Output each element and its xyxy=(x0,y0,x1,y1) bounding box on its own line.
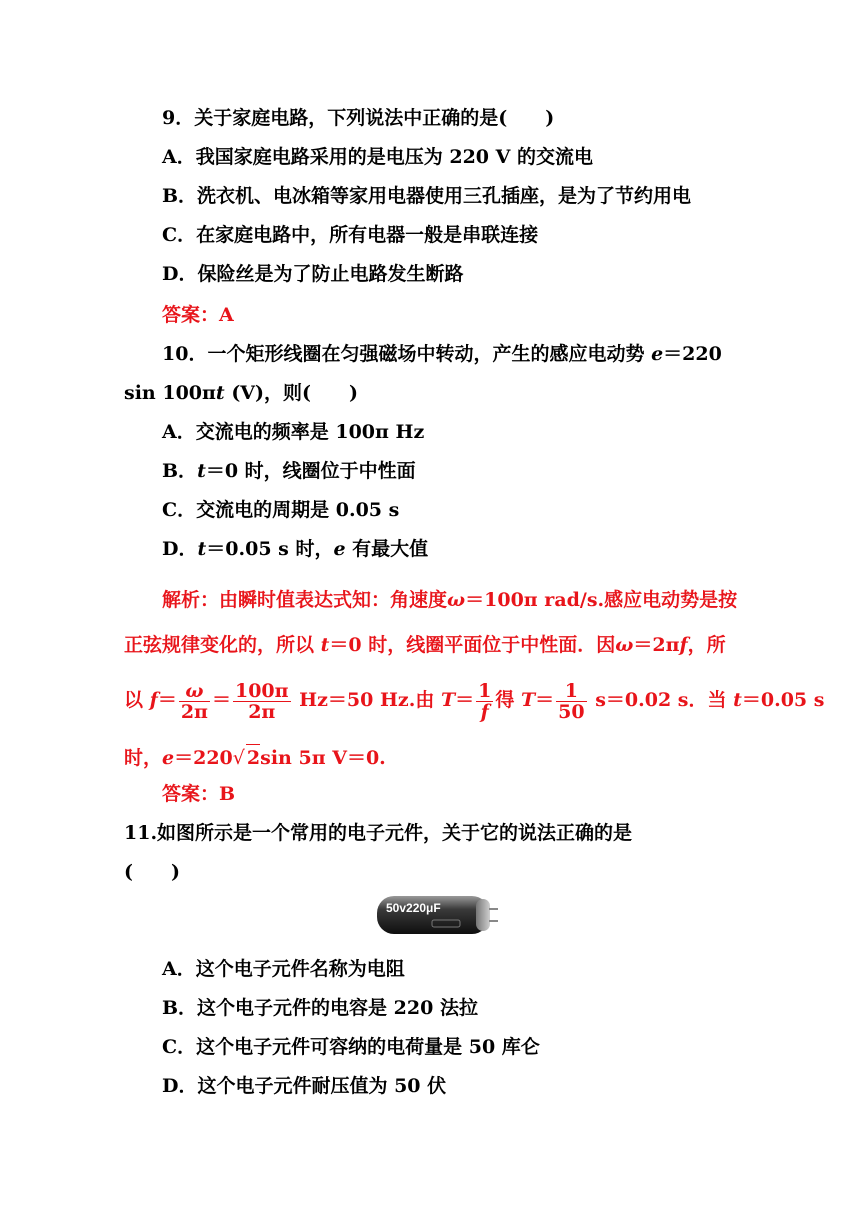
fraction-1-over-f: $\frac{1}{f}$ xyxy=(478,679,492,723)
q10-analysis-line1: 解析：由瞬时值表达式知：角速度ω＝100π rad/s.感应电动势是按 xyxy=(162,589,738,611)
q10-answer: 答案：B xyxy=(162,783,236,805)
q9-option-d: D．保险丝是为了防止电路发生断路 xyxy=(162,263,464,285)
capacitor-label: 50v220μF xyxy=(386,901,441,915)
q10-option-c: C．交流电的周期是 0.05 s xyxy=(162,499,400,521)
fraction-100pi-over-2pi: $\frac{100\pi}{2\pi}$ xyxy=(234,679,289,723)
q10-stem-line2: sin 100πt (V)，则( ) xyxy=(124,382,359,404)
q9-answer: 答案：A xyxy=(162,304,234,326)
fraction-1-over-50: $\frac{1}{50}$ xyxy=(558,679,585,723)
q11-stem-line2: ( ) xyxy=(124,861,180,883)
q10-analysis-line2: 正弦规律变化的，所以 t＝0 时，线圈平面位于中性面．因ω＝2πf，所 xyxy=(124,634,726,656)
sqrt-2: 2 xyxy=(246,744,260,771)
q11-option-d: D．这个电子元件耐压值为 50 伏 xyxy=(162,1075,447,1097)
capacitor-image xyxy=(372,890,502,940)
q10-analysis-line4: 时，e＝220√ 2sin 5π V＝0. xyxy=(124,744,386,771)
q10-option-d: D．t＝0.05 s 时，e 有最大值 xyxy=(162,538,429,560)
q10-option-a: A．交流电的频率是 100π Hz xyxy=(162,421,425,443)
q9-option-c: C．在家庭电路中，所有电器一般是串联连接 xyxy=(162,224,539,246)
q10-option-b: B．t＝0 时，线圈位于中性面 xyxy=(162,460,416,482)
q11-option-b: B．这个电子元件的电容是 220 法拉 xyxy=(162,997,478,1019)
q10-analysis-line3: 以 f＝ $\frac{\omega}{2\pi}$ ＝ $\frac{100\pi}{2\pi}$ Hz＝50 Hz.由 T＝ $\frac{1}{f}$ 得 T＝ $\frac{1}{50}$ s＝0.02 s．当 t＝0.05 s xyxy=(124,679,825,723)
q11-option-a: A．这个电子元件名称为电阻 xyxy=(162,958,405,980)
q10-stem-line1: 10．一个矩形线圈在匀强磁场中转动，产生的感应电动势 e＝220 xyxy=(162,343,722,365)
q9-stem: 9．关于家庭电路，下列说法中正确的是( ) xyxy=(162,107,555,129)
q9-option-a: A．我国家庭电路采用的是电压为 220 V 的交流电 xyxy=(162,146,593,168)
q11-stem-line1: 11.如图所示是一个常用的电子元件，关于它的说法正确的是 xyxy=(124,822,633,844)
q11-option-c: C．这个电子元件可容纳的电荷量是 50 库仑 xyxy=(162,1036,540,1058)
q9-option-b: B．洗衣机、电冰箱等家用电器使用三孔插座，是为了节约用电 xyxy=(162,185,692,207)
fraction-omega-over-2pi: $\frac{\omega}{2\pi}$ xyxy=(180,679,208,723)
